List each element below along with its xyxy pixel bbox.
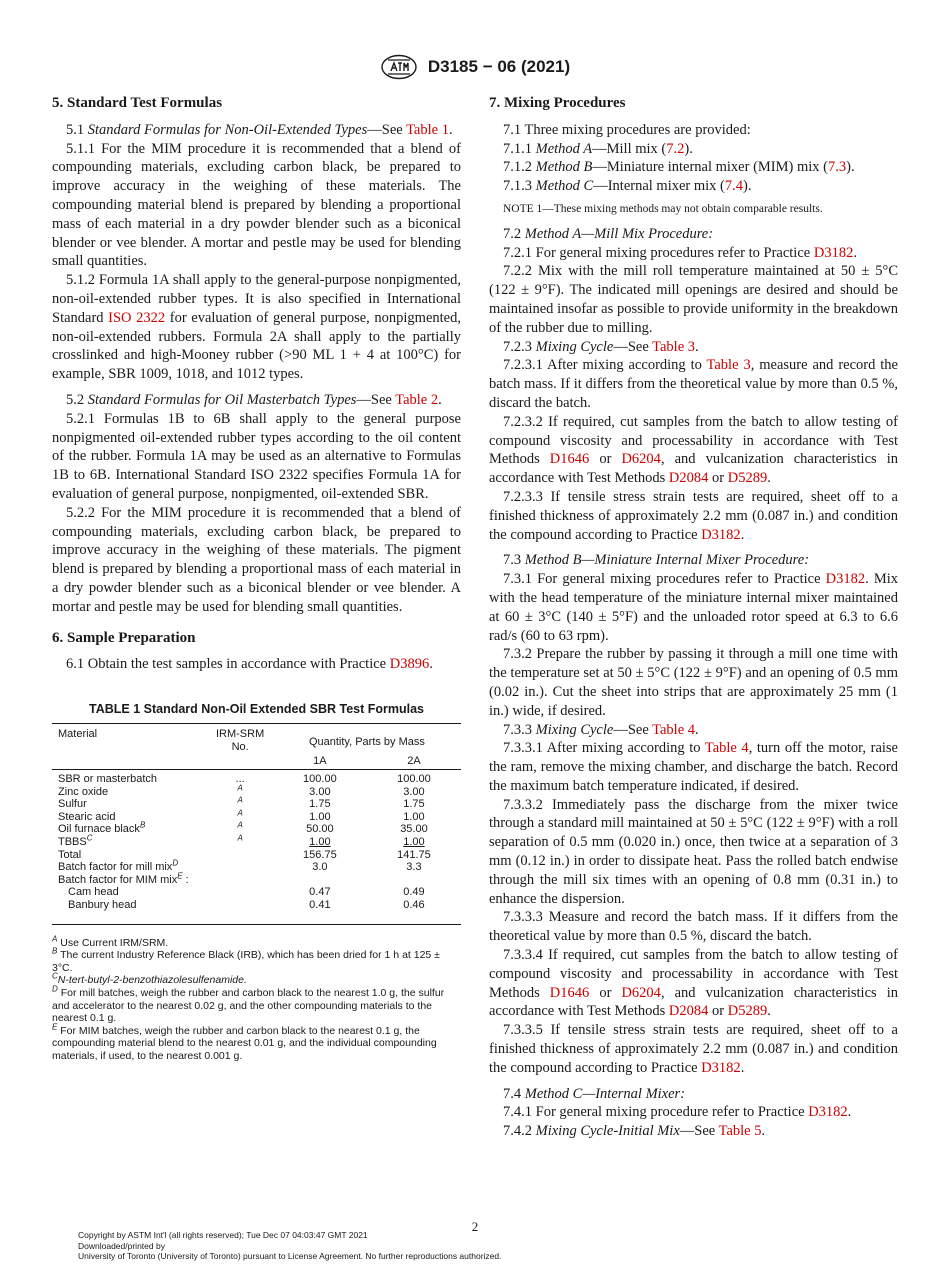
link-7-3[interactable]: 7.3 [827,159,847,176]
link-d6204[interactable]: D6204 [621,984,661,1001]
para-5-1: 5.1 Standard Formulas for Non-Oil-Extended Types—See Table 1. [66,121,453,138]
astm-logo-icon [380,54,418,80]
para-5-1-2: 5.1.2 Formula 1A shall apply to the general-purpose nonpigmented, non-oil-extended rubber types. It is also specified in International Standard ISO 2322 for evaluation of general purpose, nonpigmented, non-oil-extended rubbers. Formula 2A shall apply to the partially crosslinked and high-Mooney rubber (>90 ML 1 + 4 at 100°C) for example, SBR 1009, 1018, and 1012 types. [52,272,461,383]
link-d3182[interactable]: D3182 [701,1059,741,1076]
link-d3182[interactable]: D3182 [813,244,854,261]
link-d3182[interactable]: D3182 [825,571,866,588]
link-d2084[interactable]: D2084 [668,1003,709,1020]
para-7-2: 7.2 Method A—Mill Mix Procedure: [503,225,714,242]
footer-line-downloaded: Downloaded/printed by [78,1240,165,1251]
link-d3182[interactable]: D3182 [808,1104,848,1121]
table-row: Sulfur $^A$ 1.75 1.75 [58,795,425,811]
para-7-3-2: 7.3.2 Prepare the rubber by passing it through a mill one time with the temperature set at 50 ± 5°C (122 ± 9°F) and an opening of 0.5 mm (0.02 in.). Cut the sheet into strips that are approximately 25 mm (1 in.) wide, if desired. [489,646,898,719]
col-header-2a: 2A [407,754,421,767]
para-7-3-3-5: 7.3.3.5 If tensile stress strain tests are required, sheet off to a finished thickness of approximately 2.2 mm (0.087 in.) and condition the compound according to Practice D3182. [489,1022,898,1076]
link-d1646[interactable]: D1646 [549,451,590,468]
table-1-title: TABLE 1 Standard Non-Oil Extended SBR Test Formulas [89,702,424,717]
para-7-3-3-2: 7.3.3.2 Immediately pass the discharge from the mixer twice through a standard mill maintained at 50 ± 5°C (122 ± 9°F) with a roll separation of 0.5 mm (0.020 in.) once, then twice at a separation of 3 mm (0.12 in.) in order to dissipate heat. Pass the rolled batch endwise through the mill six times with an opening of 0.8 mm (0.31 in.) to enhance the dispersion. [489,796,898,907]
document-designation: D3185 − 06 (2021) [427,57,571,76]
right-column [489,94,898,1141]
link-d2084[interactable]: D2084 [668,470,709,487]
link-7-4[interactable]: 7.4 [724,178,744,195]
para-7-3-3: 7.3.3 Mixing Cycle—See Table 4. [503,721,699,738]
para-7-1-3: 7.1.3 Method C—Internal mixer mix (7.4). [503,178,752,195]
table-1-footnotes [52,934,461,1063]
section-5-heading: 5. Standard Test Formulas [52,95,223,111]
para-5-1-1: 5.1.1 For the MIM procedure it is recommended that a blend of compounding materials, excluding carbon black, be prepared to improve accuracy in the weighing of these materials. The compounding material blend is prepared by blending a proportional mass of each material in a dry powder blender such as a biconical blender or vee blender. A mortar and pestle may be used for blending small quantities. [52,140,461,270]
left-column [52,94,461,1063]
section-7-heading: 7. Mixing Procedures [489,95,626,111]
para-7-2-3-2: 7.2.3.2 If required, cut samples from the batch to allow testing of compound viscosity and processability in accordance with Test Methods D1646 or D6204, and vulcanization characteristics in accordance with Test Methods D2084 or D5289. [489,413,898,487]
para-5-2: 5.2 Standard Formulas for Oil Masterbatch Types—See Table 2. [66,391,442,408]
table-row-mill-factor: Batch factor for mill mix$^D$ 3.0 3.3 [58,858,422,874]
table-row-cam-head: Cam head 0.47 0.49 [68,886,425,899]
para-7-3-3-3: 7.3.3.3 Measure and record the batch mass. If it differs from the theoretical value by more than 0.5 %, discard the batch. [489,909,898,945]
section-6-heading: 6. Sample Preparation [52,629,196,646]
para-6-1: 6.1 Obtain the test samples in accordance with Practice D3896. [66,656,433,673]
para-7-4: 7.4 Method C—Internal Mixer: [503,1085,686,1102]
copyright-footer [78,1230,502,1262]
para-7-1-2: 7.1.2 Method B—Miniature internal mixer (MIM) mix (7.3). [503,159,855,176]
para-7-2-2: 7.2.2 Mix with the mill roll temperature maintained at 50 ± 5°C (122 ± 9°F). The indicated mill openings are desired and should be maintained insofar as possible to provide uniformity in the breakdown of the rubber due to milling. [489,263,898,336]
footer-line-license: University of Toronto (University of Toronto) pursuant to License Agreement. No further reproductions authorized. [78,1251,502,1261]
note-1: NOTE 1—These mixing methods may not obtain comparable results. [503,202,823,215]
link-d5289[interactable]: D5289 [727,470,768,487]
link-table-4[interactable]: Table 4 [652,721,696,738]
para-7-2-3-3: 7.2.3.3 If tensile stress strain tests are required, sheet off to a finished thickness of approximately 2.2 mm (0.087 in.) and condition the compound according to Practice D3182. [489,488,898,543]
table-1 [52,700,461,1062]
col-header-quantity: Quantity, Parts by Mass [308,735,425,748]
footnote-a: $^A$ Use Current IRM/SRM. [52,934,169,949]
table-row: Stearic acid $^A$ 1.00 1.00 [58,808,425,823]
table-row: Zinc oxide $^A$ 3.00 3.00 [58,783,425,798]
footnote-b: $^B$ The current Industry Reference Black (IRB), which has been dried for 1 h at 125 ± 3°C. [52,946,440,974]
link-table-4[interactable]: Table 4 [704,740,749,757]
para-7-3: 7.3 Method B—Miniature Internal Mixer Procedure: [503,552,810,569]
footer-line-copyright: Copyright by ASTM Int'l (all rights reserved); Tue Dec 07 04:03:47 GMT 2021 [78,1230,368,1240]
para-7-1: 7.1 Three mixing procedures are provided: [503,121,751,138]
link-d3896[interactable]: D3896 [389,656,430,673]
col-header-1a: 1A [313,754,327,767]
col-header-material: Material [58,727,98,740]
table-1-grid [52,723,461,925]
page-number: 2 [471,1219,479,1234]
para-5-2-1: 5.2.1 Formulas 1B to 6B shall apply to the general purpose nonpigmented oil-extended rubber types according to the oil content of the rubber. Formula 1A may be used as an alternative to Formulas 1B to 6B. International Standard ISO 2322 specifies Formula 1A for evaluation of general purpose, nonpigmented, oil-extended SBR. [52,410,461,502]
col-header-irm: IRM-SRM No. [215,727,265,753]
footnote-e: $^E$ For MIM batches, weigh the rubber and carbon black to the nearest 0.1 g, the compounding material blend to the nearest 0.01 g, and the individual compounding materials, if used, to the nearest 0.001 g. [52,1022,437,1062]
link-d1646[interactable]: D1646 [549,984,590,1001]
link-7-2[interactable]: 7.2 [666,140,685,157]
para-7-3-3-1: 7.3.3.1 After mixing according to Table 4, turn off the motor, raise the ram, remove the mixing chamber, and discharge the batch. Record the maximum batch temperature indicated, if desired. [489,740,898,794]
link-d6204[interactable]: D6204 [621,451,661,468]
link-table-3[interactable]: Table 3 [652,338,696,355]
table-row: SBR or masterbatch ... 100.00 100.00 [58,773,431,786]
link-table-5[interactable]: Table 5 [718,1123,762,1140]
table-row: Total 156.75 141.75 [58,848,431,861]
link-d5289[interactable]: D5289 [727,1003,768,1020]
para-7-2-1: 7.2.1 For general mixing procedures refer to Practice D3182. [503,244,857,261]
footnote-d: $^D$ For mill batches, weigh the rubber and carbon black to the nearest 1.0 g, the sulfur and accelerator to the nearest 0.02 g, and the other compounding materials to the nearest 0.1 g. [52,984,445,1025]
para-5-2-2: 5.2.2 For the MIM procedure it is recommended that a blend of compounding materials, excluding carbon black, be prepared to improve accuracy in the weighing of these materials. The pigment blend is prepared by blending a proportional mass of each material in a dry powder blender such as a biconical blender or vee blender. A mortar and pestle may be used for blending small quantities. [52,504,461,615]
para-7-4-2: 7.4.2 Mixing Cycle-Initial Mix—See Table 5. [503,1123,766,1140]
para-7-2-3: 7.2.3 Mixing Cycle—See Table 3. [503,338,699,355]
link-d3182[interactable]: D3182 [701,526,741,543]
table-row: Oil furnace black$^B$ $^A$ 50.00 35.00 [58,820,428,836]
page-header [0,54,950,84]
table-row: $TBBS^C$ $^A$ 1.00 1.00 [58,833,425,849]
footnote-c: $^C$N-tert-butyl-2-benzothiazolesulfenamide. [52,971,247,987]
link-table-3[interactable]: Table 3 [706,357,751,374]
para-7-2-3-1: 7.2.3.1 After mixing according to Table 3, measure and record the batch mass. If it differs from the theoretical value by more than 0.5 %, discard the batch. [489,357,898,411]
table-row-mim-factor: Batch factor for MIM mix$^E$ : [58,871,189,886]
para-7-4-1: 7.4.1 For general mixing procedure refer to Practice D3182. [503,1104,852,1121]
link-table-1[interactable]: Table 1 [406,121,449,138]
para-7-3-3-4: 7.3.3.4 If required, cut samples from the batch to allow testing of compound viscosity and processability in accordance with Test Methods D1646 or D6204, and vulcanization characteristics in accordance with Test Methods D2084 or D5289. [489,947,898,1020]
para-7-1-1: 7.1.1 Method A—Mill mix (7.2). [503,140,693,157]
table-row-banbury-head: Banbury head 0.41 0.46 [68,899,425,912]
link-table-2[interactable]: Table 2 [395,391,439,408]
link-iso-2322[interactable]: ISO 2322 [108,309,166,326]
para-7-3-1: 7.3.1 For general mixing procedures refer to Practice D3182. Mix with the head temperature of the miniature internal mixer maintained at 60 ± 3°C (140 ± 5°F) and the unloaded rotor speed at 6.3 to 6.6 rad/s (60 to 63 rpm). [489,571,898,644]
